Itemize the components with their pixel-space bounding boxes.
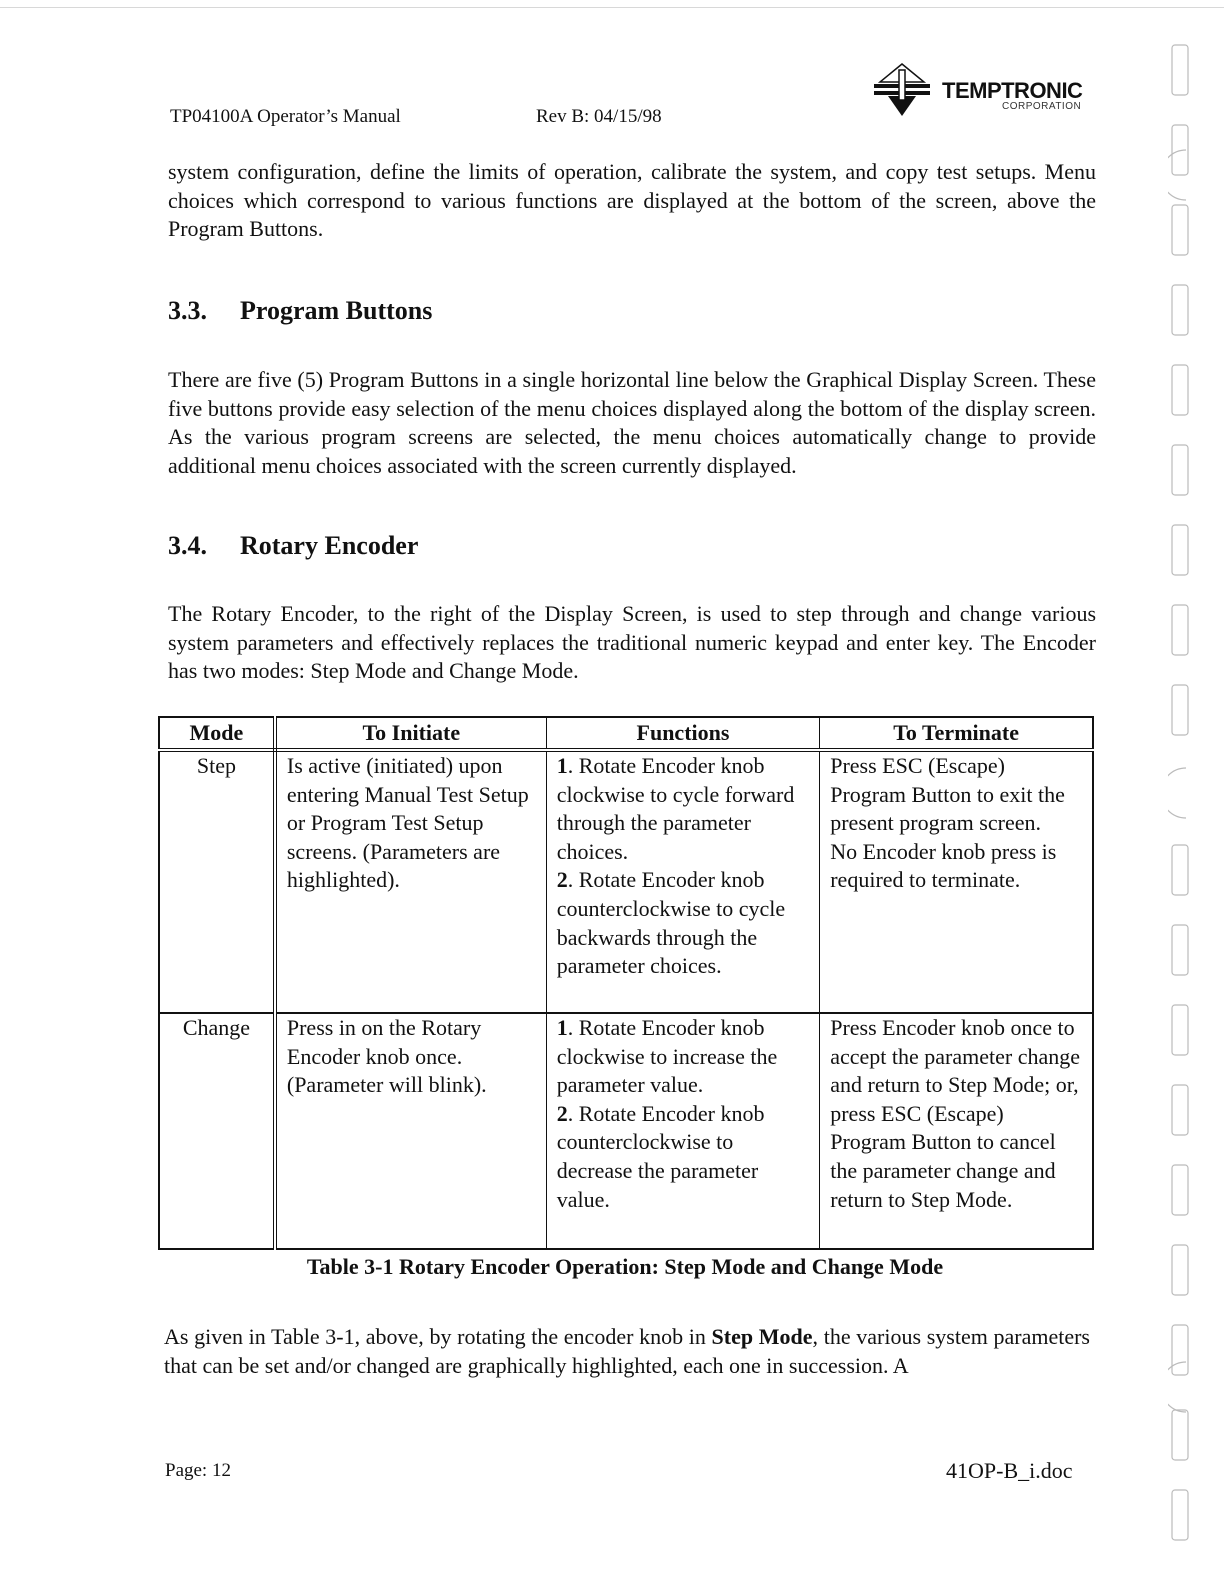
scan-top-edge (0, 7, 1224, 8)
logo-name: TEMPTRONIC (942, 78, 1083, 103)
step-mode-emphasis: Step Mode (711, 1324, 813, 1349)
temptronic-logo-icon (872, 62, 942, 118)
rotary-encoder-paragraph: The Rotary Encoder, to the right of the Display Screen, is used to step through and change various system parameters and effectively replaces the traditional numeric keypad and enter key. The Encoder has two modes: Step Mode and Change Mode. (168, 601, 1096, 684)
cell-functions-change (546, 1013, 820, 1249)
terminate-line: Press ESC (Escape) Program Button to exit the present program screen. (830, 753, 1065, 836)
cell-initiate-step: Is active (initiated) upon entering Manual Test Setup or Program Test Setup screens. (Parameters are highlighted). (275, 750, 546, 1013)
function-item: 2. Rotate Encoder knob counterclockwise to decrease the parameter value. (556, 1100, 765, 1212)
function-item: 1. Rotate Encoder knob clockwise to cycle forward through the parameter choices. (556, 753, 795, 864)
binder-holes-icon (1168, 0, 1224, 1584)
cell-terminate-step (820, 750, 1093, 1013)
section-title: Rotary Encoder (240, 531, 419, 560)
section-number: 3.4. (168, 531, 207, 560)
section-heading-rotary-encoder (168, 531, 418, 561)
footer-page-number: Page: 12 (165, 1460, 231, 1481)
revision-date: Rev B: 04/15/98 (536, 106, 662, 127)
function-item: 1. Rotate Encoder knob clockwise to increase the parameter value. (556, 1015, 778, 1098)
footer-document-name: 41OP-B_i.doc (946, 1458, 1073, 1483)
table-header-row (159, 717, 1093, 750)
intro-paragraph: system configuration, define the limits of operation, calibrate the system, and copy test setups. Menu choices which correspond to various functions are displayed at the bottom of the screen, above the Program Buttons. (168, 159, 1096, 242)
cell-mode-step: Step (159, 750, 275, 1013)
header-functions: Functions (546, 717, 820, 750)
temptronic-logo (872, 62, 1092, 118)
function-item: 2. Rotate Encoder knob counterclockwise to cycle backwards through the parameter choices. (556, 867, 786, 979)
header-mode: Mode (159, 717, 275, 750)
cell-functions-step (546, 750, 820, 1013)
closing-paragraph: As given in Table 3-1, above, by rotating the encoder knob in Step Mode, the various system parameters that can be set and/or changed are graphically highlighted, each one in succession. A (164, 1324, 1090, 1378)
section-number: 3.3. (168, 296, 207, 325)
table-caption: Table 3-1 Rotary Encoder Operation: Step Mode and Change Mode (306, 1254, 944, 1279)
cell-initiate-change: Press in on the Rotary Encoder knob once. (Parameter will blink). (275, 1013, 546, 1249)
header-to-initiate: To Initiate (275, 717, 546, 750)
section-heading-program-buttons (168, 296, 432, 326)
cell-terminate-change: Press Encoder knob once to accept the parameter change and return to Step Mode; or, press ESC (Escape) Program Button to cancel the parameter change and return to Step Mode. (820, 1013, 1093, 1249)
binder-holes-margin (1168, 0, 1224, 1584)
section-title: Program Buttons (240, 296, 433, 325)
rotary-encoder-table (158, 716, 1094, 1250)
table-row-change (159, 1013, 1093, 1249)
table-row-step (159, 750, 1093, 1013)
header-to-terminate: To Terminate (820, 717, 1093, 750)
logo-subtitle: CORPORATION (1002, 101, 1082, 112)
terminate-line: No Encoder knob press is required to terminate. (830, 838, 1057, 893)
program-buttons-paragraph: There are five (5) Program Buttons in a single horizontal line below the Graphical Display Screen. These five buttons provide easy selection of the menu choices displayed along the bottom of the display screen. As the various program screens are selected, the menu choices automatically change to provide additional menu choices associated with the screen currently displayed. (168, 367, 1096, 478)
cell-mode-change: Change (159, 1013, 275, 1249)
manual-title: TP04100A Operator’s Manual (170, 106, 401, 127)
